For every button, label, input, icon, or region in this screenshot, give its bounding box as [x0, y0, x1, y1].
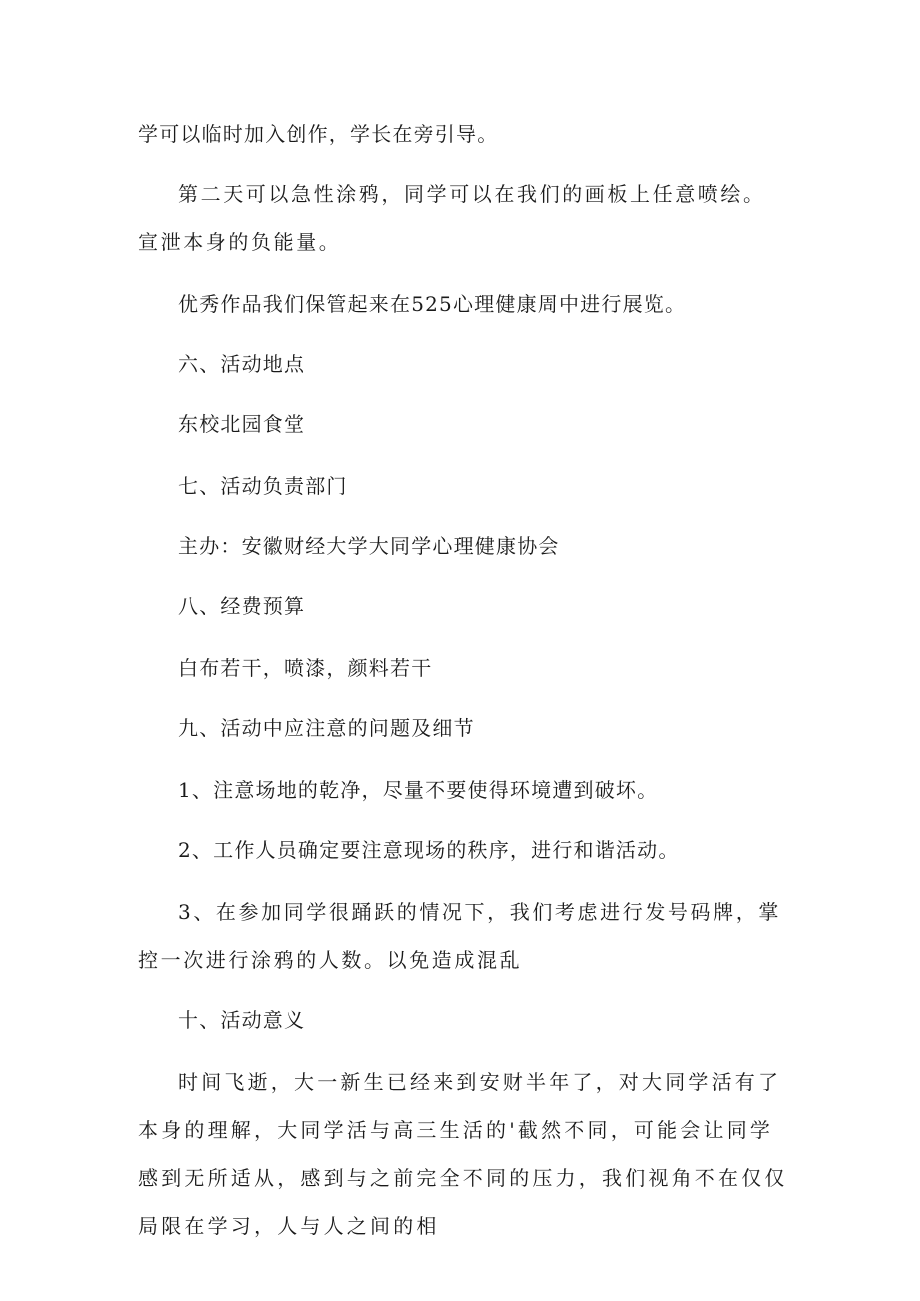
heading-attention-issues: 九、活动中应注意的问题及细节: [178, 716, 475, 740]
heading-significance: 十、活动意义: [178, 1008, 306, 1032]
list-item-3: 3、在参加同学很踊跃的情况下，我们考虑进行发号码牌，掌控一次进行涂鸦的人数。以免造成混乱: [138, 900, 781, 972]
paragraph-significance: 时间飞逝，大一新生已经来到安财半年了，对大同学活有了本身的理解，大同学活与高三生活的'截然不同，可能会让同学感到无所适从，感到与之前完全不同的压力，我们视角不在仅仅局限在学习，人与人之间的相: [138, 1070, 788, 1238]
paragraph-excellent-works: 优秀作品我们保管起来在525心理健康周中进行展览。: [178, 292, 687, 316]
heading-activity-location: 六、活动地点: [178, 352, 306, 376]
heading-budget: 八、经费预算: [178, 594, 306, 618]
paragraph-continuation: 学可以临时加入创作，学长在旁引导。: [138, 122, 499, 146]
list-item-1: 1、注意场地的乾净，尽量不要使得环境遭到破坏。: [178, 778, 659, 802]
paragraph-organizer: 主办：安徽财经大学大同学心理健康协会: [178, 534, 560, 558]
paragraph-day-two-graffiti: 第二天可以急性涂鸦，同学可以在我们的画板上任意喷绘。宣泄本身的负能量。: [138, 182, 766, 254]
list-item-2: 2、工作人员确定要注意现场的秩序，进行和谐活动。: [178, 838, 680, 862]
paragraph-location: 东校北园食堂: [178, 412, 306, 436]
paragraph-budget: 白布若干，喷漆，颜料若干: [178, 656, 433, 680]
heading-responsible-department: 七、活动负责部门: [178, 474, 348, 498]
